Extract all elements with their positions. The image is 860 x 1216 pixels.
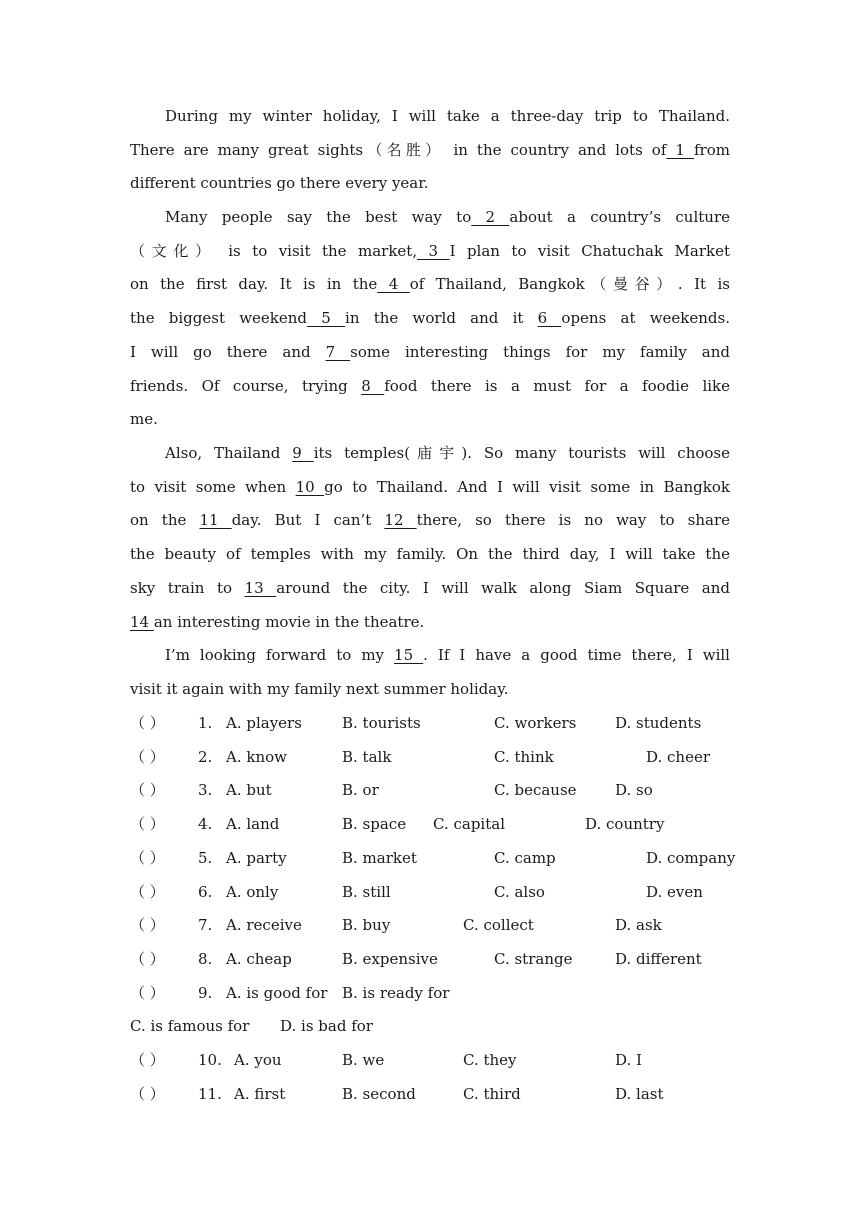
blank-9[interactable]: 9 [292, 444, 314, 462]
option-d[interactable]: D. country [585, 815, 665, 833]
option-c[interactable]: C. strange [494, 950, 573, 968]
blank-3[interactable]: 3 [417, 242, 450, 260]
option-b[interactable]: B. still [342, 883, 391, 901]
passage-line: There are many great sights（名胜） in the country and lots of 1 from [130, 141, 730, 159]
passage-line: visit it again with my family next summer holiday. [130, 680, 509, 698]
passage-line: on the 11 day. But I can’t 12 there, so there is no way to share [130, 511, 730, 529]
option-b[interactable]: B. second [342, 1085, 416, 1103]
question-number: 8. [198, 950, 213, 968]
option-b[interactable]: B. we [342, 1051, 385, 1069]
answer-paren[interactable]: （ ） [130, 781, 165, 799]
answer-paren[interactable]: （ ） [130, 984, 165, 1002]
answer-paren[interactable]: （ ） [130, 950, 165, 968]
option-b[interactable]: B. is ready for [342, 984, 450, 1002]
question-number: 5. [198, 849, 213, 867]
blank-6[interactable]: 6 [537, 309, 562, 327]
blank-12[interactable]: 12 [384, 511, 417, 529]
option-c[interactable]: C. workers [494, 714, 577, 732]
option-d[interactable]: D. students [615, 714, 702, 732]
question-number: 7. [198, 916, 213, 934]
option-b[interactable]: B. space [342, 815, 407, 833]
answer-paren[interactable]: （ ） [130, 916, 165, 934]
option-c[interactable]: C. think [494, 748, 554, 766]
question-number: 4. [198, 815, 213, 833]
passage-line: on the first day. It is in the 4 of Thailand, Bangkok（曼谷）. It is [130, 275, 730, 293]
option-c[interactable]: C. camp [494, 849, 556, 867]
option-c[interactable]: C. they [463, 1051, 517, 1069]
passage-line: 14 an interesting movie in the theatre. [130, 613, 425, 631]
passage-line: Many people say the best way to 2 about a country’s culture [165, 208, 731, 226]
passage-line: During my winter holiday, I will take a three-day trip to Thailand. [165, 107, 730, 125]
answer-paren[interactable]: （ ） [130, 815, 165, 833]
passage-line: sky train to 13 around the city. I will walk along Siam Square and [130, 579, 730, 597]
blank-1[interactable]: 1 [666, 141, 694, 159]
passage-line: I’m looking forward to my 15 . If I have a good time there, I will [165, 646, 730, 664]
blank-8[interactable]: 8 [361, 377, 385, 395]
option-d[interactable]: D. cheer [646, 748, 711, 766]
blank-11[interactable]: 11 [199, 511, 232, 529]
option-a[interactable]: A. you [234, 1051, 282, 1069]
option-d[interactable]: D. so [615, 781, 653, 799]
option-a[interactable]: A. first [234, 1085, 286, 1103]
option-a[interactable]: A. party [226, 849, 287, 867]
option-c[interactable]: C. collect [463, 916, 534, 934]
option-a[interactable]: A. but [226, 781, 272, 799]
answer-paren[interactable]: （ ） [130, 883, 165, 901]
option-c[interactable]: C. capital [433, 815, 505, 833]
blank-13[interactable]: 13 [244, 579, 277, 597]
option-a[interactable]: A. know [226, 748, 287, 766]
option-c[interactable]: C. is famous for [130, 1017, 250, 1035]
question-number: 9. [198, 984, 213, 1002]
option-a[interactable]: A. is good for [226, 984, 328, 1002]
passage-line: （文化） is to visit the market, 3 I plan to visit Chatuchak Market [130, 242, 730, 260]
option-b[interactable]: B. tourists [342, 714, 421, 732]
option-b[interactable]: B. or [342, 781, 379, 799]
option-c[interactable]: C. third [463, 1085, 521, 1103]
passage-line: the biggest weekend 5 in the world and it 6 opens at weekends. [130, 309, 730, 327]
option-d[interactable]: D. company [646, 849, 736, 867]
blank-10[interactable]: 10 [295, 478, 325, 496]
passage-line: to visit some when 10 go to Thailand. And I will visit some in Bangkok [130, 478, 730, 496]
question-number: 10. [198, 1051, 222, 1069]
blank-14[interactable]: 14 [130, 613, 154, 631]
question-number: 6. [198, 883, 213, 901]
blank-7[interactable]: 7 [325, 343, 351, 361]
option-d[interactable]: D. is bad for [280, 1017, 373, 1035]
option-a[interactable]: A. cheap [226, 950, 292, 968]
blank-4[interactable]: 4 [377, 275, 410, 293]
blank-2[interactable]: 2 [471, 208, 510, 226]
passage-line: I will go there and 7 some interesting things for my family and [130, 343, 730, 361]
passage-line: different countries go there every year. [130, 174, 429, 192]
option-d[interactable]: D. different [615, 950, 702, 968]
option-d[interactable]: D. ask [615, 916, 662, 934]
option-b[interactable]: B. expensive [342, 950, 438, 968]
answer-paren[interactable]: （ ） [130, 748, 165, 766]
option-b[interactable]: B. buy [342, 916, 391, 934]
passage-line: friends. Of course, trying 8 food there is a must for a foodie like [130, 377, 731, 395]
option-a[interactable]: A. players [226, 714, 302, 732]
option-d[interactable]: D. even [646, 883, 703, 901]
question-number: 11. [198, 1085, 222, 1103]
option-a[interactable]: A. land [226, 815, 280, 833]
answer-paren[interactable]: （ ） [130, 714, 165, 732]
answer-paren[interactable]: （ ） [130, 1051, 165, 1069]
question-number: 2. [198, 748, 213, 766]
option-a[interactable]: A. only [226, 883, 279, 901]
passage-line: me. [130, 410, 158, 428]
passage-line: Also, Thailand 9 its temples(庙宇). So many tourists will choose [165, 444, 730, 462]
passage-line: the beauty of temples with my family. On the third day, I will take the [130, 545, 730, 563]
blank-15[interactable]: 15 [394, 646, 424, 664]
question-number: 1. [198, 714, 213, 732]
option-b[interactable]: B. talk [342, 748, 392, 766]
answer-paren[interactable]: （ ） [130, 1085, 165, 1103]
option-c[interactable]: C. also [494, 883, 545, 901]
option-c[interactable]: C. because [494, 781, 577, 799]
option-a[interactable]: A. receive [226, 916, 302, 934]
option-d[interactable]: D. last [615, 1085, 664, 1103]
question-number: 3. [198, 781, 213, 799]
answer-paren[interactable]: （ ） [130, 849, 165, 867]
blank-5[interactable]: 5 [307, 309, 346, 327]
option-b[interactable]: B. market [342, 849, 417, 867]
option-d[interactable]: D. I [615, 1051, 642, 1069]
